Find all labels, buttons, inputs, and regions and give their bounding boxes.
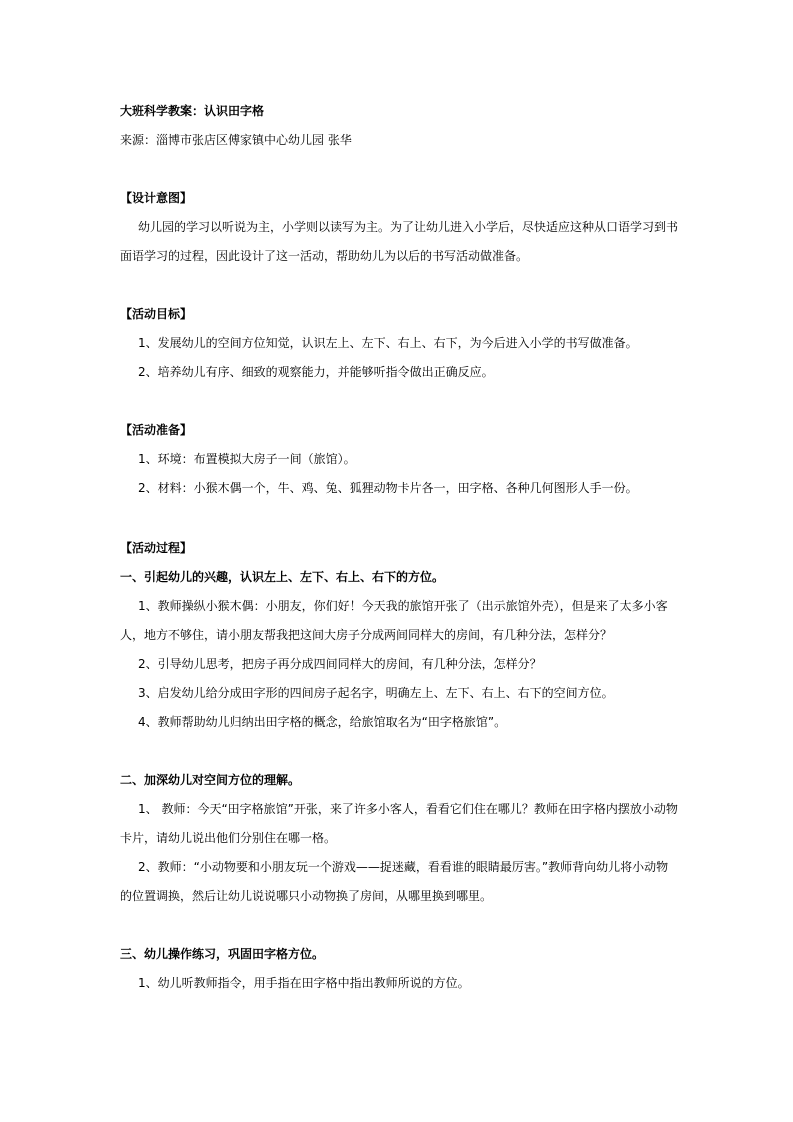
design-para-line: 幼儿园的学习以听说为主，小学则以读写为主。为了让幼儿进入小学后，尽快适应这种从口语学习到书 (138, 220, 679, 234)
process-part1-item: 3、启发幼儿给分成田字形的四间房子起名字，明确左上、左下、右上、右下的空间方位。 (138, 686, 614, 700)
process-part2-item: 的位置调换，然后让幼儿说说哪只小动物换了房间，从哪里换到哪里。 (120, 889, 493, 903)
design-para-line: 面语学习的过程，因此设计了这一活动，帮助幼儿为以后的书写活动做准备。 (120, 249, 529, 263)
process-heading: 【活动过程】 (120, 541, 193, 555)
prep-heading: 【活动准备】 (120, 423, 193, 437)
process-part1-item: 人，地方不够住，请小朋友帮我把这间大房子分成两间同样大的房间，有几种分法，怎样分？ (120, 628, 613, 642)
goals-heading: 【活动目标】 (120, 307, 193, 321)
process-part2-heading: 二、加深幼儿对空间方位的理解。 (120, 773, 301, 787)
document-title: 大班科学教案：认识田字格 (120, 104, 265, 118)
process-part1-item: 4、教师帮助幼儿归纳出田字格的概念，给旅馆取名为“田字格旅馆”。 (138, 715, 507, 729)
goals-item: 2、培养幼儿有序、细致的观察能力，并能够听指令做出正确反应。 (138, 365, 494, 379)
process-part1-heading: 一、引起幼儿的兴趣，认识左上、左下、右上、右下的方位。 (120, 570, 445, 584)
document-source: 来源：淄博市张店区傅家镇中心幼儿园 张华 (120, 133, 352, 147)
design-heading: 【设计意图】 (120, 191, 193, 205)
process-part1-item: 2、引导幼儿思考，把房子再分成四间同样大的房间，有几种分法，怎样分？ (138, 657, 542, 671)
process-part3-heading: 三、幼儿操作练习，巩固田字格方位。 (120, 947, 325, 961)
process-part1-item: 1、教师操纵小猴木偶：小朋友，你们好！今天我的旅馆开张了（出示旅馆外壳），但是来了太多小客 (138, 599, 668, 613)
process-part2-item: 卡片，请幼儿说出他们分别住在哪一格。 (120, 831, 337, 845)
prep-item: 2、材料：小猴木偶一个，牛、鸡、兔、狐狸动物卡片各一，田字格、各种几何图形人手一份。 (138, 481, 638, 495)
process-part3-item: 1、幼儿听教师指令，用手指在田字格中指出教师所说的方位。 (138, 976, 470, 990)
goals-item: 1、发展幼儿的空间方位知觉，认识左上、左下、右上、右下，为今后进入小学的书写做准备。 (138, 336, 638, 350)
process-part2-item: 2、教师：“小动物要和小朋友玩一个游戏——捉迷藏，看看谁的眼睛最厉害。”教师背向幼儿将小动物 (138, 860, 669, 874)
process-part2-item: 1、 教师：今天“田字格旅馆”开张，来了许多小客人，看看它们住在哪儿？教师在田字格内摆放小动物 (138, 802, 678, 816)
prep-item: 1、环境：布置模拟大房子一间（旅馆）。 (138, 452, 356, 466)
